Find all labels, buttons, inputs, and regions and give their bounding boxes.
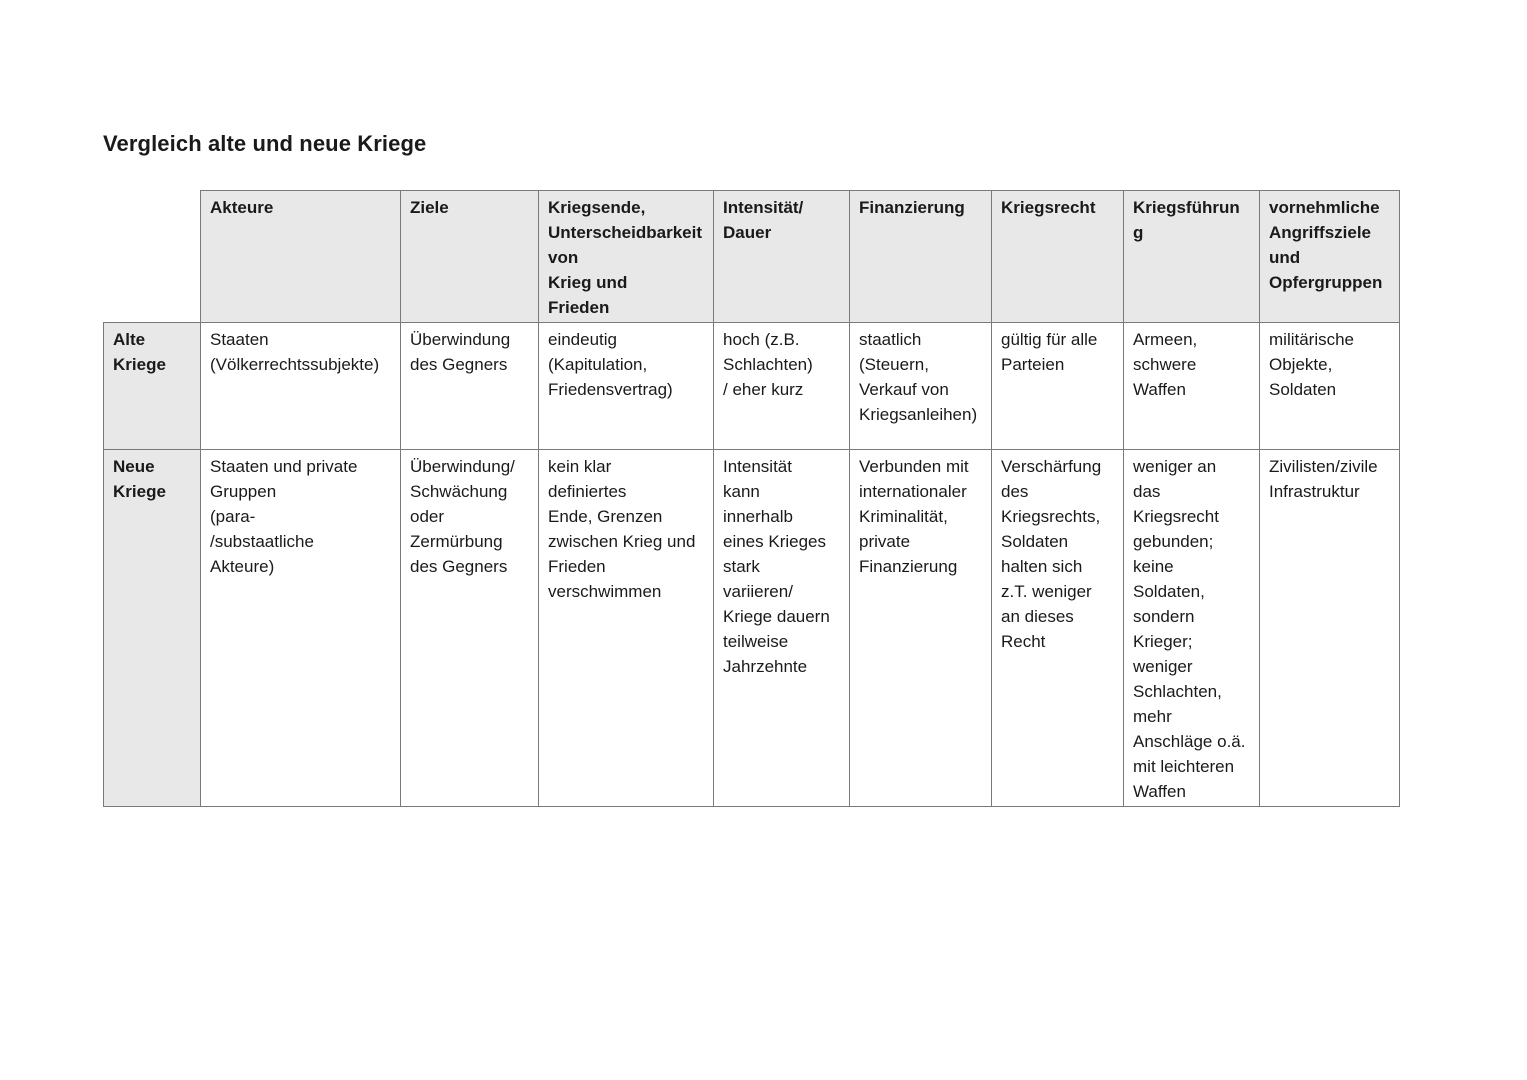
table-cell: Überwindung des Gegners xyxy=(401,323,539,450)
table-cell: weniger an das Kriegsrecht gebunden; keine Soldaten, sondern Krieger; weniger Schlachten, mehr Anschläge o.ä. mit leichteren Waffen xyxy=(1124,450,1260,807)
column-header-intensitaet: Intensität/ Dauer xyxy=(714,191,850,323)
table-cell: eindeutig (Kapitulation, Friedensvertrag) xyxy=(539,323,714,450)
table-cell: Staaten und private Gruppen (para- /substaatliche Akteure) xyxy=(201,450,401,807)
table-cell: kein klar definiertes Ende, Grenzen zwischen Krieg und Frieden verschwimmen xyxy=(539,450,714,807)
column-header-kriegsrecht: Kriegsrecht xyxy=(992,191,1124,323)
table-cell: staatlich (Steuern, Verkauf von Kriegsanleihen) xyxy=(850,323,992,450)
corner-cell xyxy=(104,191,201,323)
row-header-neue-kriege: Neue Kriege xyxy=(104,450,201,807)
table-cell: Intensität kann innerhalb eines Krieges stark variieren/ Kriege dauern teilweise Jahrzehnte xyxy=(714,450,850,807)
column-header-ziele: Ziele xyxy=(401,191,539,323)
table-cell: gültig für alle Parteien xyxy=(992,323,1124,450)
table-cell: Armeen, schwere Waffen xyxy=(1124,323,1260,450)
table-cell: hoch (z.B. Schlachten) / eher kurz xyxy=(714,323,850,450)
column-header-kriegsende: Kriegsende, Unterscheidbarkeit von Krieg und Frieden xyxy=(539,191,714,323)
table-cell: Staaten (Völkerrechtssubjekte) xyxy=(201,323,401,450)
column-header-akteure: Akteure xyxy=(201,191,401,323)
table-cell: Überwindung/ Schwächung oder Zermürbung des Gegners xyxy=(401,450,539,807)
table-row-alte-kriege xyxy=(104,323,1400,450)
column-header-angriffsziele: vornehmliche Angriffsziele und Opfergruppen xyxy=(1260,191,1400,323)
table-cell: Verschärfung des Kriegsrechts, Soldaten halten sich z.T. weniger an dieses Recht xyxy=(992,450,1124,807)
table-cell: Zivilisten/zivile Infrastruktur xyxy=(1260,450,1400,807)
column-header-finanzierung: Finanzierung xyxy=(850,191,992,323)
table-header-row xyxy=(104,191,1400,323)
comparison-table xyxy=(103,190,1400,807)
table-cell: Verbunden mit internationaler Kriminalität, private Finanzierung xyxy=(850,450,992,807)
table-cell: militärische Objekte, Soldaten xyxy=(1260,323,1400,450)
row-header-alte-kriege: Alte Kriege xyxy=(104,323,201,450)
table-row-neue-kriege xyxy=(104,450,1400,807)
page-title: Vergleich alte und neue Kriege xyxy=(103,131,427,156)
column-header-kriegsfuehrung: Kriegsführung xyxy=(1124,191,1260,323)
